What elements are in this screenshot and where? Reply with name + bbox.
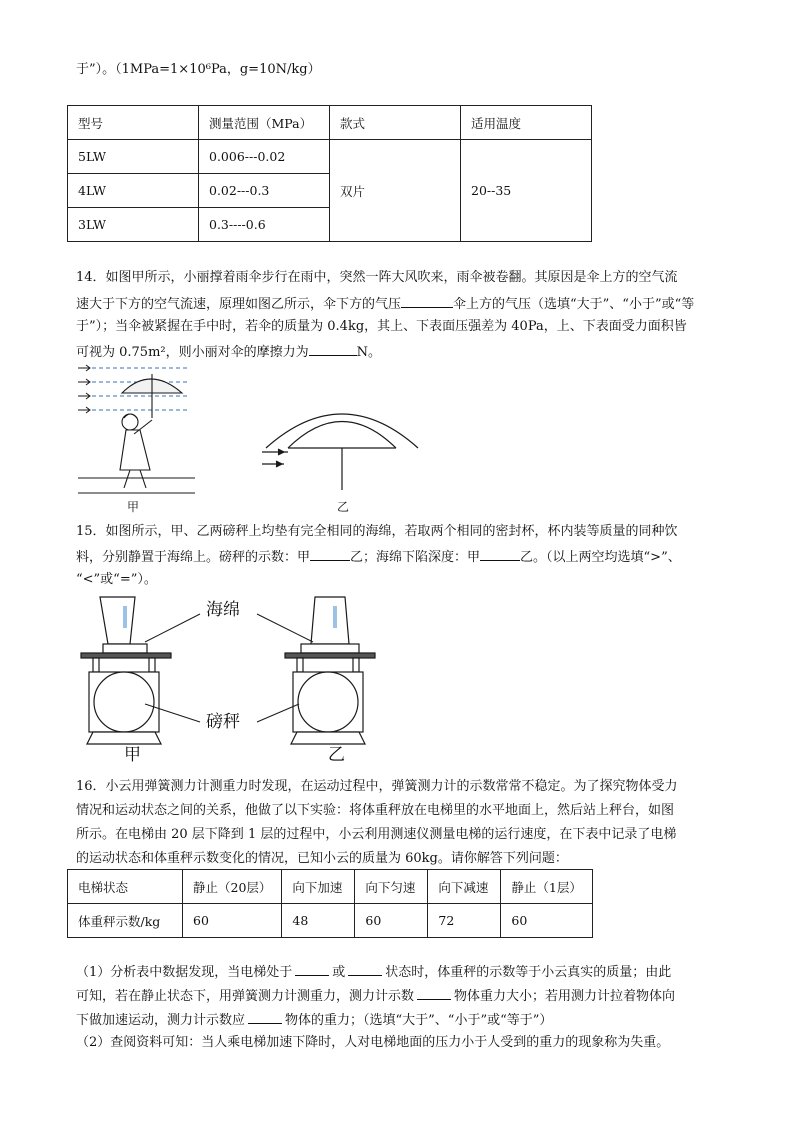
q14-line4 [76, 343, 381, 361]
label-scale-a: 甲 [124, 745, 141, 765]
table-header-cell: 型号 [68, 106, 199, 140]
table-row [68, 904, 593, 938]
umbrella-girl-icon [120, 374, 182, 488]
table-cell: 向下匀速 [355, 870, 428, 904]
table-cell: 60 [501, 904, 592, 938]
table-cell: 静止（20层） [183, 870, 282, 904]
q14-line3: 于”）；当伞被紧握在手中时，若伞的质量为 0.4kg，其上、下表面压强差为 40Pa，上、下表面受力面积皆 [76, 319, 687, 334]
q16-p1 [76, 963, 671, 981]
q14-line2 [76, 295, 694, 313]
answer-blank[interactable] [348, 963, 382, 976]
q14-text: 伞上方的气压（选填“大于”、“小于”或“等 [453, 297, 695, 312]
answer-blank[interactable] [480, 548, 520, 561]
table-cell: 72 [428, 904, 501, 938]
road-lines [78, 478, 195, 493]
intro-line: 于”）。（1MPa=1×10⁶Pa，g=10N/kg） [76, 62, 321, 77]
label-sponge: 海绵 [206, 600, 240, 620]
airflow-diagram [262, 414, 418, 490]
table-cell: 向下减速 [428, 870, 501, 904]
table-cell-range: 0.3----0.6 [199, 208, 330, 242]
table-cell-temperature: 20--35 [461, 140, 592, 242]
table-cell-range: 0.02---0.3 [199, 174, 330, 208]
table-header-cell: 测量范围（MPa） [199, 106, 330, 140]
scale-a-icon [81, 597, 171, 744]
answer-blank[interactable] [309, 343, 357, 356]
figure-label-b: 乙 [337, 500, 350, 514]
q14-line1: 14．如图甲所示，小丽撑着雨伞步行在雨中，突然一阵大风吹来，雨伞被卷翻。其原因是伞上方的空气流 [76, 270, 678, 285]
answer-blank[interactable] [295, 963, 329, 976]
table-cell-style: 双片 [330, 140, 461, 242]
answer-blank[interactable] [401, 295, 453, 308]
table-cell: 60 [183, 904, 282, 938]
elevator-table [67, 869, 593, 938]
table-cell-model: 3LW [68, 208, 199, 242]
table-header-cell: 款式 [330, 106, 461, 140]
table-cell: 向下加速 [282, 870, 355, 904]
table-cell: 体重秤示数/kg [68, 904, 183, 938]
q16-text: 物体重力大小；若用测力计拉着物体向 [454, 989, 676, 1004]
label-scale: 磅秤 [206, 712, 240, 732]
answer-blank[interactable] [248, 1011, 282, 1024]
q14-text: 可视为 0.75m²，则小丽对伞的摩擦力为 [76, 345, 309, 360]
q16-p2 [76, 987, 675, 1005]
answer-blank[interactable] [310, 548, 350, 561]
q16-line4: 的运动状态和体重秤示数变化的情况，已知小云的质量为 60kg。请你解答下列问题： [76, 851, 568, 866]
q16-p3 [76, 1011, 552, 1029]
table-cell: 静止（1层） [501, 870, 592, 904]
label-scale-b: 乙 [328, 745, 345, 765]
q16-text: 物体的重力；（选填“大于”、“小于”或“等于”） [285, 1013, 553, 1028]
q15-line1: 15．如图所示，甲、乙两磅秤上均垫有完全相同的海绵，若取两个相同的密封杯，杯内装等质量的同种饮 [76, 524, 678, 539]
answer-blank[interactable] [417, 987, 451, 1000]
table-header-cell: 适用温度 [461, 106, 592, 140]
q16-line3: 所示。在电梯由 20 层下降到 1 层的过程中，小云利用测速仪测量电梯的运行速度，在下表中记录了电梯 [76, 827, 677, 842]
table-cell-range: 0.006---0.02 [199, 140, 330, 174]
q16-line2: 情况和运动状态之间的关系，他做了以下实验：将体重秤放在电梯里的水平地面上，然后站上秤台，如图 [76, 803, 675, 818]
table-row [68, 870, 593, 904]
table-header-row [68, 106, 592, 140]
q14-figure [70, 360, 430, 515]
q16-text: 状态时，体重秤的示数等于小云真实的质量；由此 [385, 965, 672, 980]
leader-lines [145, 614, 313, 722]
table-cell-model: 5LW [68, 140, 199, 174]
q14-text: N。 [356, 345, 382, 360]
q16-text: （1）分析表中数据发现，当电梯处于 [76, 965, 293, 980]
q16-line1: 16．小云用弹簧测力计测重力时发现，在运动过程中，弹簧测力计的示数常常不稳定。为了探究物体受力 [76, 779, 678, 794]
figure-label-a: 甲 [127, 500, 140, 514]
q15-text: 乙。（以上两空均选填“>”、 [520, 550, 681, 565]
q16-p4: （2）查阅资料可知：当人乘电梯加速下降时，人对电梯地面的压力小于人受到的重力的现象称为失重。 [76, 1035, 670, 1050]
q16-text: 或 [332, 965, 346, 980]
table-cell: 电梯状态 [68, 870, 183, 904]
q16-text: 下做加速运动，测力计示数应 [76, 1013, 246, 1028]
q15-line3: “<”或“=”）。 [76, 572, 157, 587]
spec-table [67, 105, 592, 242]
q15-text: 料，分别静置于海绵上。磅秤的示数：甲 [76, 550, 311, 565]
table-cell-model: 4LW [68, 174, 199, 208]
q15-text: 乙；海绵下陷深度：甲 [350, 550, 481, 565]
table-cell: 60 [355, 904, 428, 938]
q15-line2 [76, 548, 681, 566]
table-cell: 48 [282, 904, 355, 938]
table-row [68, 140, 592, 174]
q14-text: 速大于下方的空气流速，原理如图乙所示，伞下方的气压 [76, 297, 402, 312]
scale-b-icon [285, 597, 375, 744]
q16-text: 可知，若在静止状态下，用弹簧测力计测重力，测力计示数 [76, 989, 415, 1004]
